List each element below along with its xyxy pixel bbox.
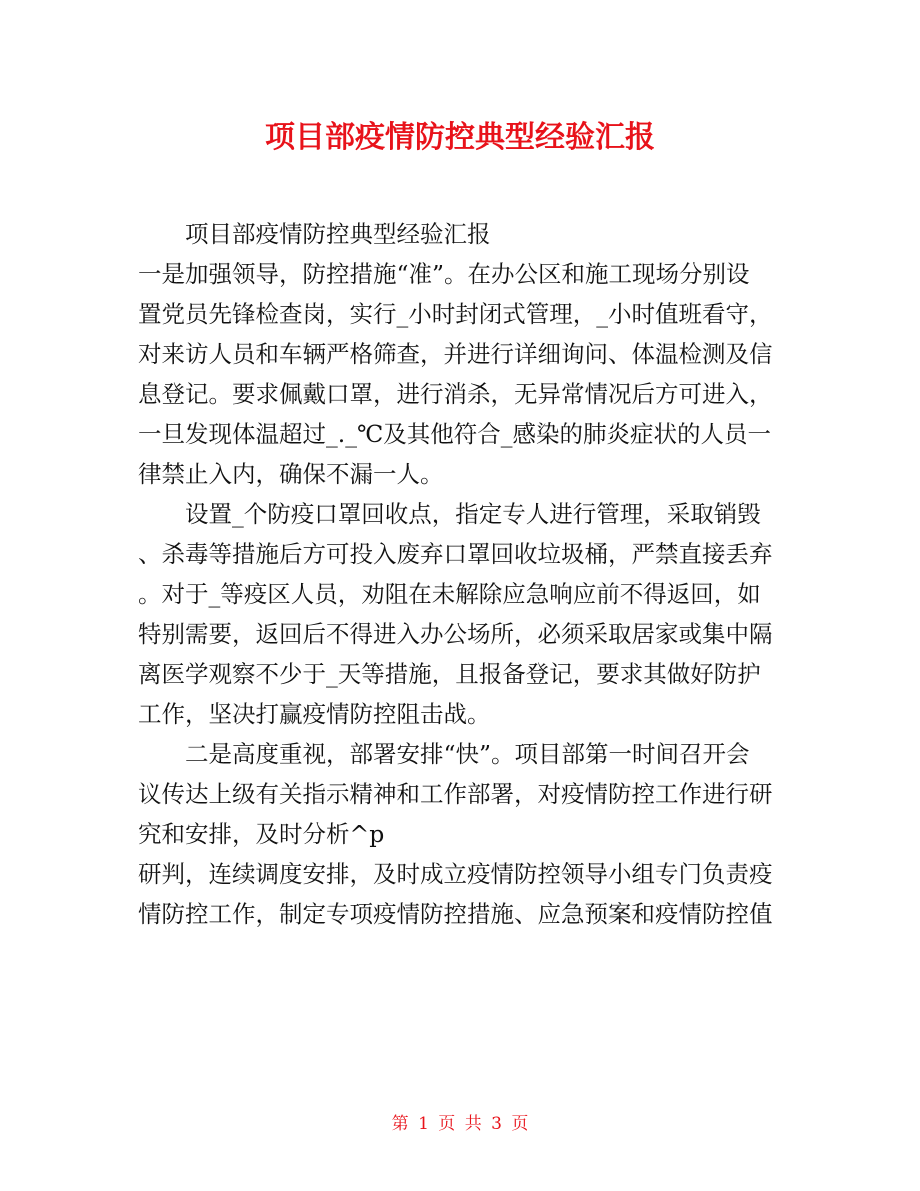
body-line: 项目部疫情防控典型经验汇报 — [185, 220, 491, 248]
body-line: 特别需要，返回后不得进入办公场所，必须采取居家或集中隔 — [138, 620, 773, 648]
body-line: 议传达上级有关指示精神和工作部署，对疫情防控工作进行研 — [138, 780, 773, 808]
body-line: 设置_个防疫口罩回收点，指定专人进行管理，采取销毁 — [185, 500, 761, 528]
body-line: 律禁止入内，确保不漏一人。 — [138, 460, 444, 488]
page-number: 第 1 页 共 3 页 — [391, 1114, 529, 1134]
body-line: 究和安排，及时分析^p — [138, 820, 385, 848]
body-line: 置党员先锋检查岗，实行_小时封闭式管理，_小时值班看守， — [138, 300, 773, 328]
body-line: 息登记。要求佩戴口罩，进行消杀，无异常情况后方可进入， — [138, 380, 773, 408]
body-line: 情防控工作，制定专项疫情防控措施、应急预案和疫情防控值 — [138, 900, 773, 928]
body-line: 研判，连续调度安排，及时成立疫情防控领导小组专门负责疫 — [138, 860, 773, 888]
body-line: 工作，坚决打赢疫情防控阻击战。 — [138, 700, 491, 728]
body-line: 离医学观察不少于_天等措施，且报备登记，要求其做好防护 — [138, 660, 761, 688]
body-line: 一是加强领导，防控措施“准”。在办公区和施工现场分别设 — [138, 260, 750, 288]
body-line: 二是高度重视，部署安排“快”。项目部第一时间召开会 — [185, 740, 750, 768]
document-body — [138, 214, 784, 934]
body-line: 。对于_等疫区人员，劝阻在未解除应急响应前不得返回，如 — [138, 580, 761, 608]
body-line: 对来访人员和车辆严格筛查，并进行详细询问、体温检测及信 — [138, 340, 773, 368]
body-line: 、杀毒等措施后方可投入废弃口罩回收垃圾桶，严禁直接丢弃 — [138, 540, 773, 568]
body-line: 一旦发现体温超过_._℃及其他符合_感染的肺炎症状的人员一 — [138, 420, 772, 448]
document-title: 项目部疫情防控典型经验汇报 — [265, 120, 655, 155]
